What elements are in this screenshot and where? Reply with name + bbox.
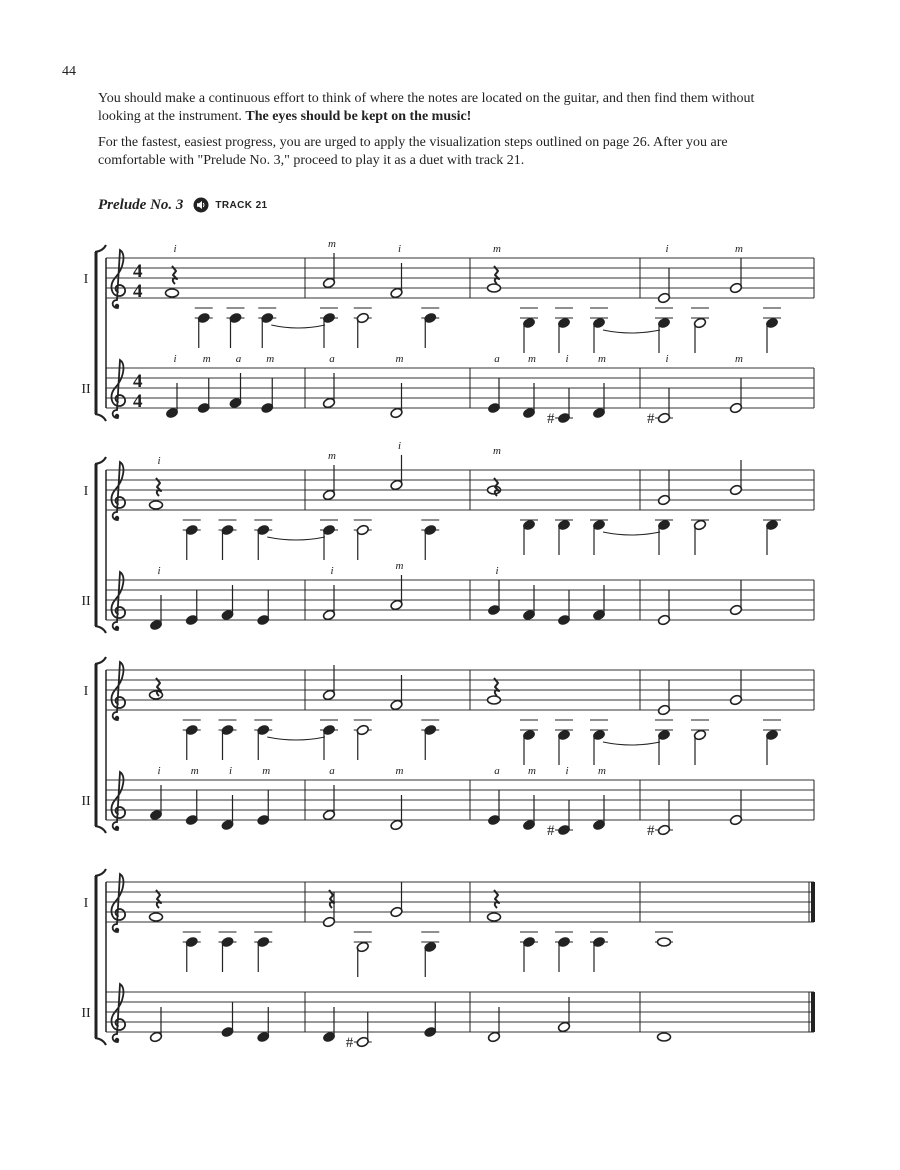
quarter-rest (156, 890, 161, 908)
fingering-mark: m (190, 765, 199, 777)
part-label: II (81, 382, 91, 397)
part-label: I (83, 484, 89, 499)
quarter-rest (494, 266, 499, 284)
bracket-bottom-hook (95, 626, 106, 633)
intro-text: You should make a continuous effort to think of where the notes are located on the guitar, and then find them without looking at the instrument. (98, 91, 755, 124)
whole-note (488, 913, 501, 921)
fingering-mark: m (328, 238, 336, 250)
bracket-top-hook (95, 869, 106, 876)
fingering-mark: a (494, 765, 500, 777)
treble-clef-icon (112, 250, 126, 308)
treble-clef-icon (112, 772, 126, 830)
treble-clef-dot (115, 928, 119, 932)
fingering-mark: a (329, 353, 335, 365)
treble-clef-dot (115, 716, 119, 720)
treble-clef-icon (112, 984, 126, 1042)
fingering-mark: m (493, 445, 501, 457)
piece-title: Prelude No. 3 (98, 196, 184, 213)
intro-emphasis: The eyes should be kept on the music! (245, 109, 472, 124)
treble-clef-stroke (112, 874, 126, 932)
fingering-mark: i (665, 353, 669, 365)
tie (271, 325, 325, 328)
sharp-sign: # (547, 411, 555, 427)
tie (267, 537, 325, 540)
sharp-sign: # (647, 823, 655, 839)
track-label: TRACK 21 (215, 199, 268, 211)
tie (603, 742, 660, 745)
fingering-mark: m (528, 353, 536, 365)
treble-clef-dot (115, 626, 119, 630)
fingering-mark: i (397, 440, 402, 452)
fingering-mark: m (528, 765, 536, 777)
treble-clef-stroke (112, 662, 126, 720)
fingering-mark: i (665, 243, 669, 255)
fingering-mark: m (395, 560, 404, 572)
part-label: II (81, 794, 91, 809)
fingering-mark: m (266, 353, 275, 365)
treble-clef-icon (112, 662, 126, 720)
treble-clef-dot (115, 1038, 119, 1042)
part-label: I (83, 684, 89, 699)
part-label: II (81, 594, 91, 609)
fingering-mark: m (735, 243, 743, 255)
fingering-mark: m (395, 353, 404, 365)
treble-clef-dot (115, 414, 119, 418)
bracket-top-hook (95, 657, 106, 664)
fingering-mark: i (157, 565, 161, 577)
time-signature-top: 4 (133, 371, 143, 392)
whole-note (658, 1033, 671, 1041)
fingering-mark: m (735, 353, 743, 365)
whole-note (150, 501, 163, 509)
fingering-mark: i (397, 243, 402, 255)
treble-clef-dot (115, 826, 119, 830)
fingering-mark: i (157, 765, 161, 777)
fingering-mark: m (493, 243, 501, 255)
treble-clef-stroke (112, 772, 126, 830)
whole-note (488, 696, 501, 704)
quarter-rest (172, 266, 177, 284)
fingering-mark: i (157, 455, 161, 467)
fingering-mark: i (330, 565, 334, 577)
part-label: I (83, 896, 89, 911)
instruction-paragraph: For the fastest, easiest progress, you are urged to apply the visualization steps outlined on page 26. After you are comfortable with "Prelude No. 3," proceed to play it as a duet with track 21. (98, 135, 728, 168)
bracket-bottom-hook (95, 826, 106, 833)
bracket-top-hook (95, 245, 106, 252)
fingering-mark: m (328, 450, 336, 462)
treble-clef-dot (115, 304, 119, 308)
treble-clef-stroke (112, 572, 126, 630)
sharp-sign: # (647, 411, 655, 427)
fingering-mark: m (202, 353, 211, 365)
quarter-rest (494, 678, 499, 696)
treble-clef-stroke (112, 462, 126, 520)
tie (267, 737, 325, 740)
treble-clef-stroke (112, 250, 126, 308)
time-signature-bottom: 4 (133, 391, 143, 412)
bracket-bottom-hook (95, 414, 106, 421)
quarter-rest (494, 890, 499, 908)
fingering-mark: a (329, 765, 335, 777)
page-number: 44 (62, 64, 76, 79)
fingering-mark: i (565, 765, 569, 777)
bracket-bottom-hook (95, 1038, 106, 1045)
fingering-mark: a (235, 353, 242, 365)
fingering-mark: m (598, 765, 606, 777)
fingering-mark: i (173, 243, 177, 255)
treble-clef-icon (112, 572, 126, 630)
fingering-mark: m (395, 765, 404, 777)
treble-clef-dot (115, 516, 119, 520)
fingering-mark: i (495, 565, 499, 577)
treble-clef-stroke (112, 984, 126, 1042)
part-label: II (81, 1006, 91, 1021)
fingering-mark: i (173, 353, 177, 365)
tie (603, 330, 660, 333)
fingering-mark: m (598, 353, 606, 365)
whole-note (488, 284, 501, 292)
sharp-sign: # (547, 823, 555, 839)
treble-clef-stroke (112, 360, 126, 418)
quarter-rest (156, 478, 161, 496)
whole-note (150, 913, 163, 921)
time-signature-top: 4 (133, 261, 143, 282)
time-signature-bottom: 4 (133, 281, 143, 302)
bracket-top-hook (95, 457, 106, 464)
whole-note (166, 289, 179, 297)
treble-clef-icon (112, 360, 126, 418)
sharp-sign: # (345, 1035, 354, 1051)
tie (603, 532, 660, 535)
quarter-rest (329, 890, 334, 908)
fingering-mark: a (494, 353, 500, 365)
treble-clef-icon (112, 874, 126, 932)
part-label: I (83, 272, 89, 287)
fingering-mark: i (228, 765, 233, 777)
fingering-mark: i (565, 353, 569, 365)
fingering-mark: m (262, 765, 271, 777)
whole-note (658, 938, 671, 946)
treble-clef-icon (112, 462, 126, 520)
